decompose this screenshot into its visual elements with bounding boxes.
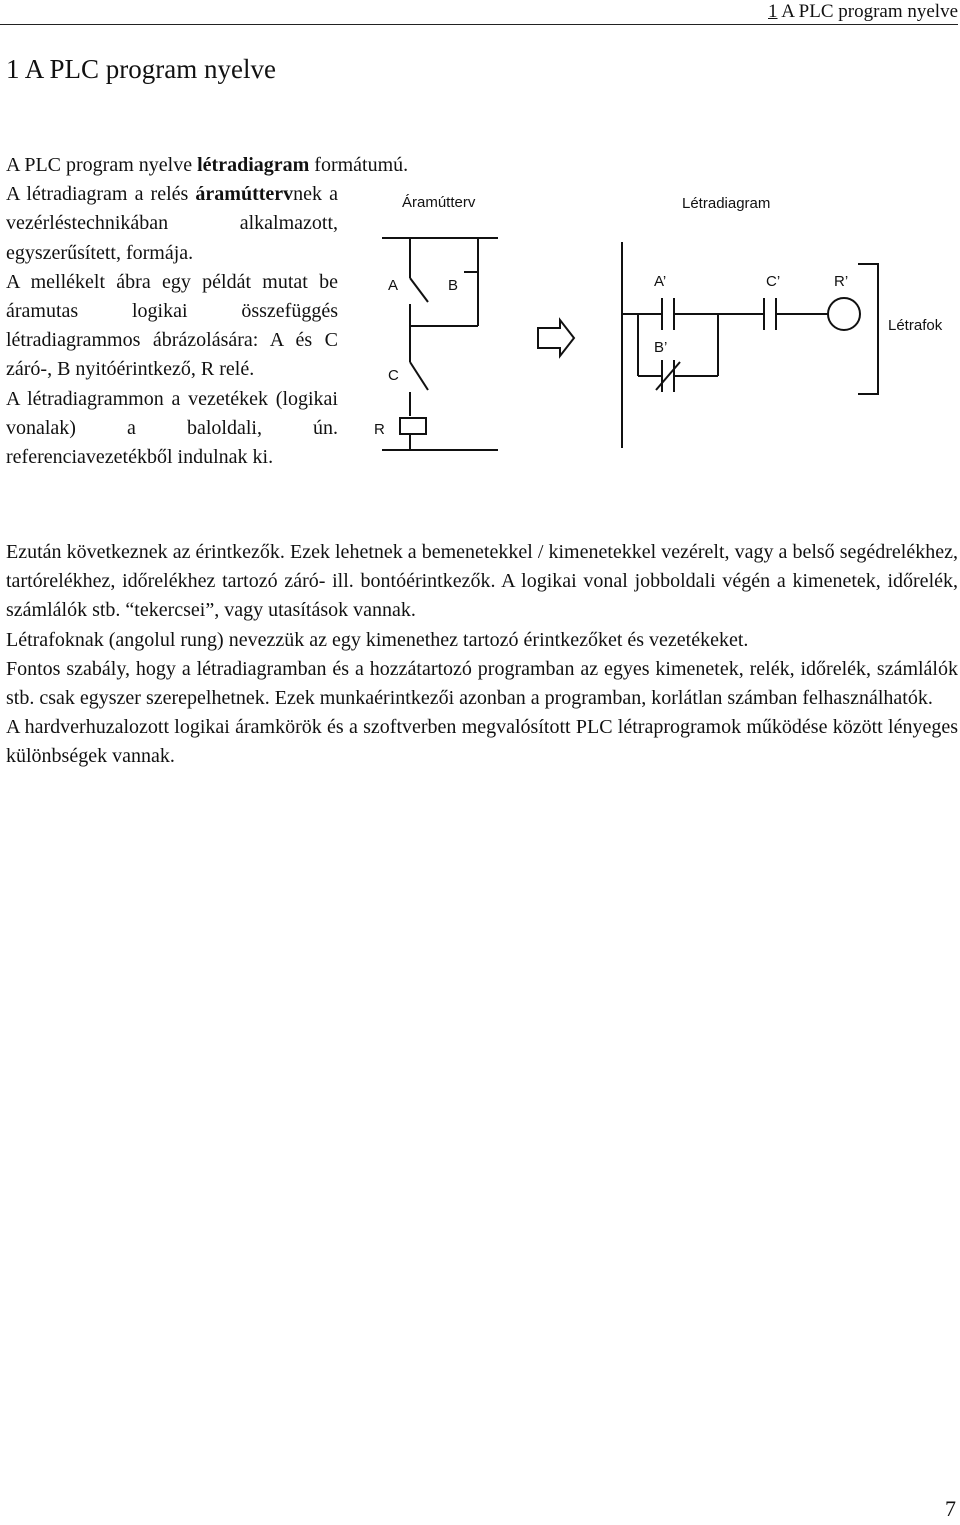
- ladder-figure: [360, 180, 960, 460]
- intro-text: [6, 151, 409, 472]
- body-paragraph-3: Fontos szabály, hogy a létradiagramban és a hozzátartozó programban az egyes kimenetek, relék, időrelék, számlálók stb. csak egyszer szerepelhetnek. Ezek munkaérintkezői azonban a programban, korlátlan számban felhasználhatók.: [6, 657, 958, 710]
- left-title: Áramútterv: [402, 194, 476, 211]
- intro-1-bold: létradiagram: [197, 154, 310, 176]
- body-paragraph-1: Ezután következnek az érintkezők. Ezek lehetnek a bemenetekkel / kimenetekkel vezérelt, vagy a belső segédrelékhez, tartórelékhez, időrelékhez tartozó záró- ill. bontóérintkezők. A logikai vonal jobboldali végén a kimenetek, időrelék, számlálók stb. “tekercsei”, vagy utasítások vannak.: [6, 541, 958, 622]
- label-b-prime: B’: [654, 339, 668, 356]
- label-r: R: [374, 421, 385, 438]
- ladder-figure-svg: [360, 180, 960, 460]
- running-header: [0, 0, 958, 25]
- body-text: [6, 538, 958, 772]
- contact-a-blade: [410, 278, 428, 302]
- body-paragraph-4: A hardverhuzalozott logikai áramkörök és a szoftverben megvalósított PLC létraprogramok működése között lényeges különbségek vannak.: [6, 716, 958, 768]
- right-title: Létradiagram: [682, 195, 771, 212]
- relay-coil-box: [400, 418, 426, 434]
- page-number: 7: [945, 1496, 956, 1521]
- header-chapter-link[interactable]: 1: [768, 1, 778, 22]
- label-a: A: [388, 277, 399, 294]
- rung-label: Létrafok: [888, 317, 943, 334]
- intro-2-text-end: nek a vezérléstechnikában alkalmazott, egyszerűsített, formája.: [6, 183, 338, 264]
- contact-c-blade: [410, 362, 428, 390]
- label-a-prime: A’: [654, 273, 667, 290]
- coil-r-prime: [828, 298, 860, 330]
- label-c-prime: C’: [766, 273, 781, 290]
- label-c: C: [388, 367, 399, 384]
- chapter-title: 1 A PLC program nyelve: [6, 54, 276, 84]
- intro-paragraph-2: [6, 180, 338, 268]
- label-r-prime: R’: [834, 273, 849, 290]
- body-paragraph-2: Létrafoknak (angolul rung) nevezzük az egy kimenethez tartozó érintkezőket és vezetékeket.: [6, 628, 749, 651]
- intro-1-text: A PLC program nyelve: [6, 154, 198, 176]
- intro-paragraph-1: [6, 151, 526, 180]
- intro-paragraph-4: A létradiagrammon a vezetékek (logikai vonalak) a baloldali, ún. referenciavezetékből indulnak ki.: [6, 387, 338, 469]
- intro-2-text: A létradiagram a relés: [6, 183, 196, 206]
- intro-1-text-end: formátumú.: [309, 154, 409, 176]
- rung-bracket: [858, 264, 878, 394]
- hollow-arrow-icon: [538, 320, 574, 356]
- intro-2-bold: áramútterv: [195, 183, 294, 206]
- header-chapter-title: A PLC program nyelve: [781, 1, 958, 22]
- label-b: B: [448, 277, 459, 294]
- intro-paragraph-3: A mellékelt ábra egy példát mutat be áramutas logikai összefüggés létradiagrammos ábrázolására: A és C záró-, B nyitóérintkező, R relé.: [6, 270, 338, 381]
